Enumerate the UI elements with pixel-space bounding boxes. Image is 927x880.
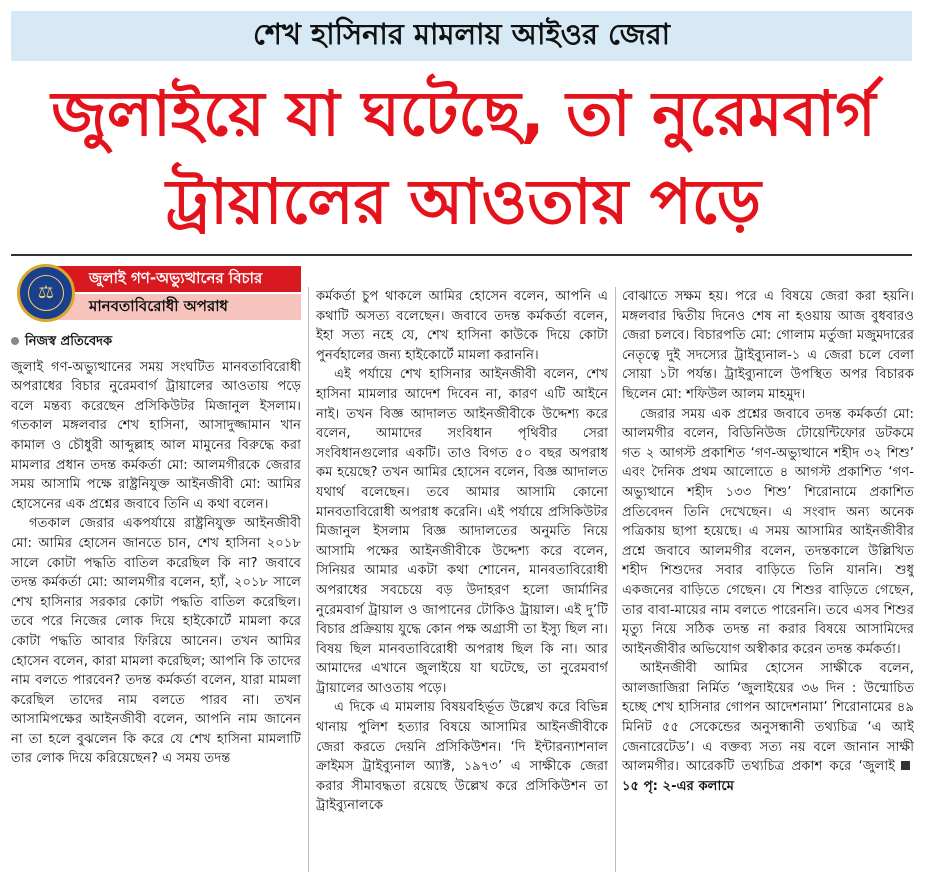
byline [11,332,301,352]
paragraph-text: আইনজীবী আমির হোসেন সাক্ষীকে বলেন, আলজাজিরা নির্মিত ‘জুলাইয়ের ৩৬ দিন : উন্মোচিত হচ্ছে শেখ হাসিনার গোপন আদেশনামা’ শিরোনামের ৪৯ মিনিট ৫৫ সেকেন্ডের অনুসন্ধানী তথ্যচিত্র ‘এ আই জেনারেটেড’। এ বক্তব্য সত্য নয় বলে জানান সাক্ষী আলমগীর। আরেকটি তথ্যচিত্র প্রকাশ করে ‘জুলাই [622,661,914,775]
article-column-3 [622,287,914,876]
paragraph: বোঝাতে সক্ষম হয়। পরে এ বিষয়ে জেরা করা হয়নি। মঙ্গলবার দ্বিতীয় দিনেও শেষ না হওয়ায় আজ বুধবারও জেরা চলবে। বিচারপতি মো: গোলাম মর্তুজা মজুমদারের নেতৃত্বে দুই সদস্যের ট্রাইব্যুনাল-১ এ জেরা চলে বেলা সোয়া ১টা পর্যন্ত। ট্রাইব্যুনালে উপস্থিত অপর বিচারক ছিলেন মো: শফিউল আলম মাহমুদ। [622,289,914,402]
article-column-2 [316,287,608,876]
column-divider [615,287,616,872]
section-badge [11,262,301,324]
headline-rule [11,254,912,256]
article-column-1 [11,262,301,876]
paragraph: এই পর্যায়ে শেখ হাসিনার আইনজীবী বলেন, শেখ হাসিনা মামলার আদেশ দিবেন না, কারণ এটি আইনে নাই। তখন বিজ্ঞ আদালত আইনজীবীকে উদ্দেশ্য করে বলেন, আমাদের সংবিধান পৃথিবীর সেরা সংবিধানগুলোর একটি। তাও বিগত ৫০ বছর অপরাধ কম হয়েছে? তখন আমির হোসেন বলেন, বিজ্ঞ আদালত যথার্থ বলেছেন। তবে আমার আসামি কোনো মানবতাবিরোধী অপরাধ করেনি। এই পর্যায়ে প্রসিকিউটর মিজানুল ইসলাম বিজ্ঞ আদালতের অনুমতি নিয়ে আসামি পক্ষের আইনজীবীকে উদ্দেশ্য করে বলেন, সিনিয়র আমার একটা কথা শোনেন, মানবতাবিরোধী অপরাধের সবচেয়ে বড় উদাহরণ হলো জার্মানির নুরেমবার্গ ট্রায়াল ও জাপানের টোকিও ট্রায়াল। এই দু’টি বিচার প্রক্রিয়ায় যুদ্ধে কোন পক্ষ অগ্রাসী তা ইস্যু ছিল না। বিষয় ছিল মানবতাবিরোধী অপরাধ ছিল কি না। আর আমাদের এখানে জুলাইয়ে যা ঘটেছে, তা নুরেমবার্গ ট্রায়ালের আওতায় পড়ে। [316,367,608,696]
section-badge-bottom: মানবতাবিরোধী অপরাধ [51,294,301,320]
bullet-icon [11,337,19,345]
headline [0,70,927,246]
jump-line[interactable]: ১৫ পৃ: ২-এর কলামে [622,778,734,794]
kicker-banner [11,11,912,61]
paragraph: গতকাল জেরার একপর্যায়ে রাষ্ট্রনিযুক্ত আইনজীবী মো: আমির হোসেন জানতে চান, শেখ হাসিনা ২০১৮ সালে কোটা পদ্ধতি বাতিল করেছিল কি না? জবাবে তদন্ত কর্মকর্তা মো: আলমগীর বলেন, হ্যাঁ, ২০১৮ সালে শেখ হাসিনার সরকার কোটা পদ্ধতি বাতিল করেছিল। তবে পরে নিজের লোক দিয়ে হাইকোর্টে মামলা করে কোটা পদ্ধতি আবার ফিরিয়ে আনেন। তখন আমির হোসেন বলেন, কারা মামলা করেছিল; আপনি কি তাদের নাম বলতে পারবেন? তদন্ত কর্মকর্তা বলেন, যারা মামলা করেছিল তাদের নাম বলতে পারব না। তখন আসামিপক্ষের আইনজীবী বলেন, আপনি নাম জানেন না তা হলে বুঝলেন কি করে যে শেখ হাসিনা মামলাটি তার লোক দিয়ে করিয়েছেন? এ সময় তদন্ত [11,516,301,767]
tribunal-seal-icon: ⚖ [17,264,75,322]
headline-line-1: জুলাইয়ে যা ঘটেছে, তা নুরেমবার্গ [51,77,876,150]
paragraph: জেরার সময় এক প্রশ্নের জবাবে তদন্ত কর্মকর্তা মো: আলমগীর বলেন, বিডিনিউজ টোয়েন্টিফোর ডটকমে গত ২ আগস্ট প্রকাশিত ‘গণ-অভ্যুত্থানে শহীদ ৩২ শিশু’ এবং দৈনিক প্রথম আলোতে ৪ আগস্ট প্রকাশিত ‘গণ-অভ্যুত্থানে শহীদ ১৩৩ শিশু’ শিরোনামে প্রকাশিত প্রতিবেদন তিনি দেখেছেন। এ সংবাদ অন্য অনেক পত্রিকায় ছাপা হয়েছে। এ সময় আসামির আইনজীবীর প্রশ্নে জবাবে আলমগীর বলেন, তদন্তকালে উল্লিখিত শহীদ শিশুদের সবার বাড়িতে তিনি যাননি। শুধু একজনের বাড়িতে গেছেন। যে শিশুর বাড়িতে গেছেন, তার বাবা-মায়ের নাম বলতে পারেননি। তবে এসব শিশুর মৃত্যু নিয়ে সঠিক তদন্ত না করার বিষয়ে আসামিদের আইনজীবীর অভিযোগ অস্বীকার করেন তদন্ত কর্মকর্তা। [622,406,914,657]
byline-text: নিজস্ব প্রতিবেদক [25,334,113,349]
section-badge-top: জুলাই গণ-অভ্যুত্থানের বিচার [51,266,301,292]
paragraph: এ দিকে এ মামলায় বিষয়বহির্ভূত উল্লেখ করে বিভিন্ন থানায় পুলিশ হত্যার বিষয়ে আসামির আইনজীবীকে জেরা করতে দেয়নি প্রসিকিউশন। ‘দি ইন্টারন্যাশনাল ক্রাইমস ট্রাইব্যুনাল অ্যাক্ট, ১৯৭৩’ এ সাক্ষীকে জেরা করার সীমাবদ্ধতা রয়েছে উল্লেখ করে প্রসিকিউশন তা ট্রাইব্যুনালকে [316,700,608,814]
kicker-text: শেখ হাসিনার মামলায় আইওর জেরা [252,16,671,51]
paragraph [622,659,914,796]
headline-line-2: ট্রায়ালের আওতায় পড়ে [165,165,762,238]
paragraph: জুলাই গণ-অভ্যুত্থানের সময় সংঘটিত মানবতাবিরোধী অপরাধের বিচার নুরেমবার্গ ট্রায়ালের আওতায় পড়ে বলে মন্তব্য করেছেন প্রসিকিউটর মিজানুল ইসলাম। গতকাল মঙ্গলবার শেখ হাসিনা, আসাদুজ্জামান খান কামাল ও চৌধুরী আব্দুল্লাহ আল মামুনের বিরুদ্ধে করা মামলার প্রধান তদন্ত কর্মকর্তা মো: আলমগীরকে জেরার সময় আসামি পক্ষে রাষ্ট্রনিযুক্ত আইনজীবী মো: আমির হোসেনের এক প্রশ্নের জবাবে তিনি এ কথা বলেন। [11,359,301,512]
column-divider [308,287,309,872]
paragraph: কর্মকর্তা চুপ থাকলে আমির হোসেন বলেন, আপনি এ কথাটি অসত্য বলেছেন। জবাবে তদন্ত কর্মকর্তা বলেন, ইহা সত্য নহে যে, শেখ হাসিনা কাউকে দিয়ে কোটা পুনর্বহালের জন্য হাইকোর্টে মামলা করাননি। [316,289,608,363]
jump-marker-icon [901,761,910,770]
